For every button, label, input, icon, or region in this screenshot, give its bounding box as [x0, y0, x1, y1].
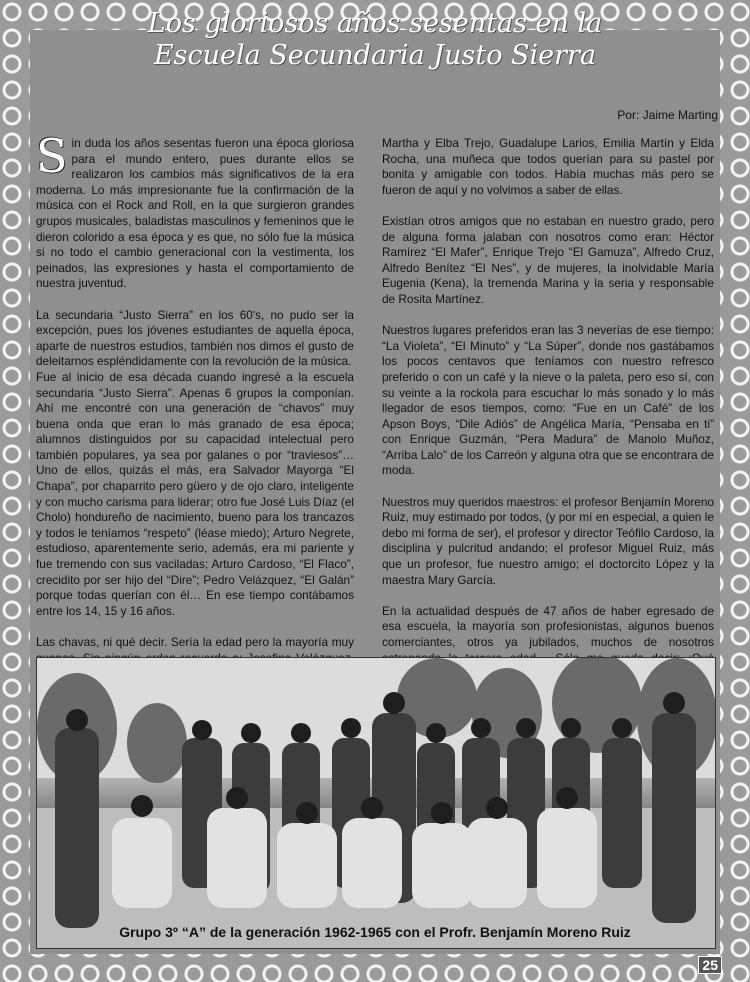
right-paragraph-3: Nuestros lugares preferidos eran las 3 neverías de ese tiempo: “La Violeta”, “El Minuto” y “La Súper”, donde nos gastábamos los pocos centavos que teníamos con nuestro refresco preferido o con un café y la nieve o la paleta, pero eso sí, con su veinte a la rockola para escuchar lo más sonado y lo más llegador de esos tiempos, como: “Fue en un Café” de los Apson Boys, “Dile Adiós” de Angélica María, “Pensaba en ti” con Enrique Guzmán, “Pera Madura” de Manolo Muñoz, “Arriba Lalo” de los Carreón y alguna otra que se encontrara de moda. — [382, 323, 714, 478]
left-column — [36, 129, 354, 713]
right-column — [382, 136, 714, 713]
group-photo-illustration — [37, 658, 715, 948]
left-paragraph-2: La secundaria “Justo Sierra” en los 60's, no pudo ser la excepción, pues los jóvenes estudiantes de aquella época, aparte de nuestros estudios, también nos dimos el gusto de deleitarnos espléndidamente con la revolución de la música. — [36, 307, 354, 369]
right-paragraph-1: Martha y Elba Trejo, Guadalupe Larios, Emilia Martín y Elda Rocha, una muñeca que todos querían para su pastel por bonita y amigable con todos. Había muchas más pero se fueron de aquí y no volvimos a saber de ellas. — [382, 136, 714, 197]
right-paragraph-4: Nuestros muy queridos maestros: el profesor Benjamín Moreno Ruiz, muy estimado por todos, (y por mí en especial, a quien le debo mi forma de ser), el profesor y director Teófilo Cardoso, la disciplina y pulcritud andando; el profesor Miguel Ruiz, más que un profesor, fue nuestro amigo; el doctorcito López y la maestra Mary García. — [382, 494, 714, 587]
right-paragraph-5: En la actualidad después de 47 años de haber egresado de esa escuela, la mayoría son profesionistas, algunos buenos comerciantes, otros ya jubilados, muchos de nosotros — [382, 603, 714, 649]
right-paragraph-2: Existían otros amigos que no estaban en nuestro grado, pero de alguna forma jalaban con nosotros como eran: Héctor Ramírez “El Mafer”, Enrique Trejo “El Gamuza”, Alfredo Cruz, Alfredo Benítez “El Nes”, y de mujeres, la inolvidable María Eugenia (Kena), la tremenda Marina y la seria y responsable de Rosita Martínez. — [382, 213, 714, 306]
left-paragraph-1-text: in duda los años sesentas fueron una época gloriosa para el mundo entero, pues durante ellos se realizaron los cambios más significativos de la era moderna. Lo más impresionante fue la confirmación de la música con el Rock and Roll, en la que surgieron grandes grupos musicales, baladistas masculinos y femeninos que le dieron colorido a esa época y es que, no sólo fue la música si no todo el cambio generacional con la vestimenta, los peinados, las expresiones y hasta el comportamiento de nuestra juventud. — [36, 136, 354, 291]
author-byline: Por: Jaime Marting — [617, 108, 718, 122]
left-paragraph-4: Las chavas, ni qué decir. Sería la edad pero la mayoría muy — [36, 635, 354, 649]
page-number: 25 — [698, 956, 722, 974]
left-paragraph-1 — [36, 129, 354, 292]
drop-cap: S — [36, 129, 68, 183]
title-line-1: Los gloriosos años sesentas en la — [147, 8, 603, 39]
group-photo — [36, 657, 716, 949]
left-paragraph-3: Fue al inicio de esa década cuando ingresé a la escuela secundaria “Justo Sierra”. Apenas 6 grupos la componían. Ahí me encontré con una generación de “chavos” muy buena onda que eran lo más granado de esa época; alumnos distinguidos por su capacidad intelectual pero también populares, ya sea por galanes o por “traviesos”… Uno de ellos, quizás el más, era Salvador Mayorga “El Chapa”, por chaparrito pero güero y de ojo claro, inteligente y con mucho carisma para liderar; otro fue José Luis Díaz (el Cholo) hondureño de nacimiento, bueno para los trancazos y todos le teníamos “respeto” (léase miedo); Arturo Negrete, estudioso, aparentemente serio, además, era mi pariente y fue tremendo con sus vaciladas; Arturo Cardoso, “El Flaco”, crecidito por ser hijo del “Dire”; Pedro Velázquez, “El Galán” porque todas querían con él… En ese tiempo contábamos entre los 14, 15 y 16 años. — [36, 369, 354, 618]
title-line-2: Escuela Secundaria Justo Sierra — [153, 40, 597, 71]
photo-caption: Grupo 3º “A” de la generación 1962-1965 con el Profr. Benjamín Moreno Ruiz — [119, 924, 631, 940]
article-title — [0, 8, 750, 72]
